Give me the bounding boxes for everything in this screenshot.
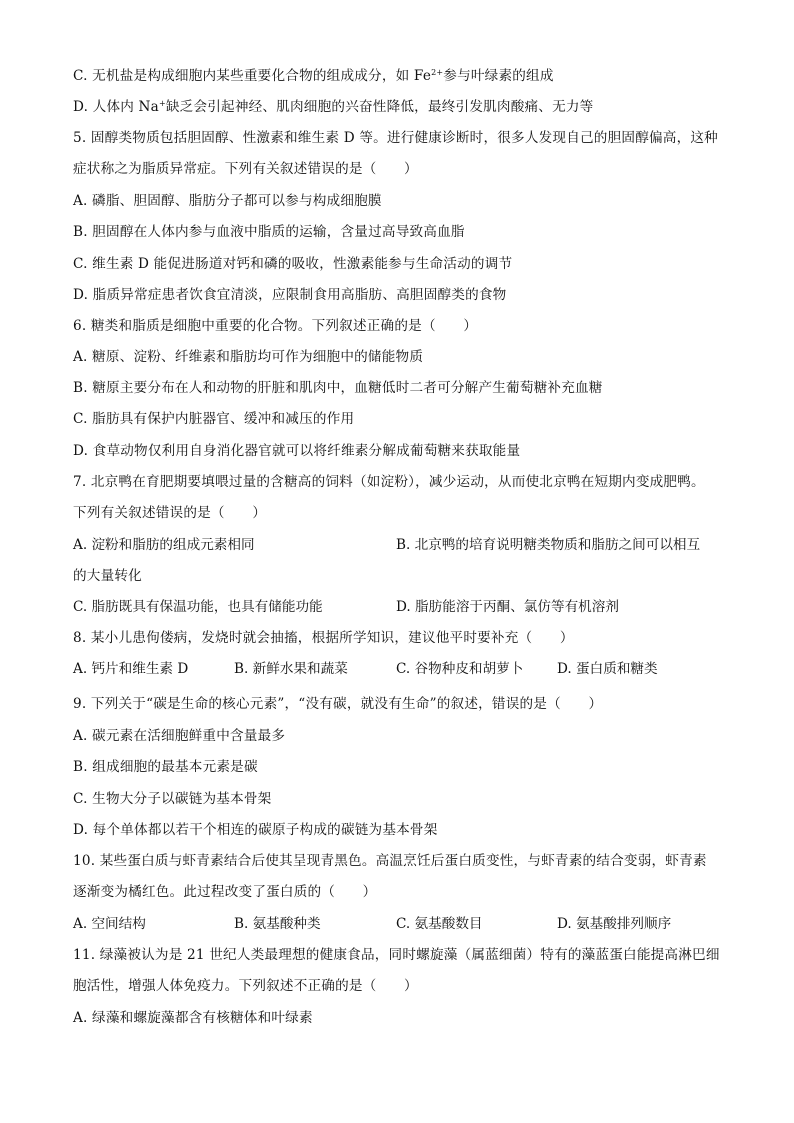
question-7-stem-cont: 下列有关叙述错误的是（ ） bbox=[73, 505, 267, 521]
text: C. 无机盐是构成细胞内某些重要化合物的组成成分，如 Fe bbox=[73, 68, 432, 84]
question-8-option-c: C. 谷物种皮和胡萝卜 bbox=[396, 661, 524, 677]
question-5-option-d: D. 脂质异常症患者饮食宜清淡，应限制食用高脂肪、高胆固醇类的食物 bbox=[73, 287, 507, 303]
superscript: 2+ bbox=[431, 68, 444, 77]
question-8-option-a: A. 钙片和维生素 D bbox=[73, 661, 189, 677]
question-8-option-d: D. 蛋白质和糖类 bbox=[557, 661, 658, 677]
question-5-stem: 5. 固醇类物质包括胆固醇、性激素和维生素 D 等。进行健康诊断时，很多人发现自己的胆固醇偏高，这种 bbox=[73, 130, 718, 146]
question-10-option-d: D. 氨基酸排列顺序 bbox=[557, 916, 672, 932]
question-6-option-b: B. 糖原主要分布在人和动物的肝脏和肌肉中，血糖低时二者可分解产生葡萄糖补充血糖 bbox=[73, 380, 603, 396]
question-5-option-b: B. 胆固醇在人体内参与血液中脂质的运输，含量过高导致高血脂 bbox=[73, 224, 465, 240]
question-9-stem: 9. 下列关于“碳是生命的核心元素”，“没有碳，就没有生命”的叙述，错误的是（ ） bbox=[73, 696, 603, 712]
question-8-stem: 8. 某小儿患佝偻病，发烧时就会抽搐，根据所学知识，建议他平时要补充（ ） bbox=[73, 630, 574, 646]
question-9-option-d: D. 每个单体都以若干个相连的碳原子构成的碳链为基本骨架 bbox=[73, 822, 438, 838]
question-10-option-b: B. 氨基酸种类 bbox=[234, 916, 321, 932]
question-11-stem: 11. 绿藻被认为是 21 世纪人类最理想的健康食品，同时螺旋藻（属蓝细菌）特有的藻蓝蛋白能提高淋巴细 bbox=[73, 947, 720, 963]
text: D. 人体内 Na bbox=[73, 99, 159, 115]
question-5-option-c: C. 维生素 D 能促进肠道对钙和磷的吸收，性激素能参与生命活动的调节 bbox=[73, 256, 513, 272]
question-10-stem: 10. 某些蛋白质与虾青素结合后使其呈现青黑色。高温烹饪后蛋白质变性，与虾青素的结合变弱，虾青素 bbox=[73, 853, 707, 869]
question-5-stem-cont: 症状称之为脂质异常症。下列有关叙述错误的是（ ） bbox=[73, 161, 418, 177]
question-11-stem-cont: 胞活性，增强人体免疫力。下列叙述不正确的是（ ） bbox=[73, 978, 418, 994]
question-10-option-a: A. 空间结构 bbox=[73, 916, 146, 932]
question-6-option-d: D. 食草动物仅利用自身消化器官就可以将纤维素分解成葡萄糖来获取能量 bbox=[73, 443, 521, 459]
text: 参与叶绿素的组成 bbox=[443, 68, 554, 84]
text: 缺乏会引起神经、肌肉细胞的兴奋性降低，最终引发肌肉酸痛、无力等 bbox=[165, 99, 594, 115]
superscript: + bbox=[158, 99, 166, 108]
option-c-inorganic-salt bbox=[73, 66, 554, 86]
question-7-option-c: C. 脂肪既具有保温功能，也具有储能功能 bbox=[73, 599, 323, 615]
question-7-option-a: A. 淀粉和脂肪的组成元素相同 bbox=[73, 537, 255, 553]
question-9-option-c: C. 生物大分子以碳链为基本骨架 bbox=[73, 791, 272, 807]
question-6-stem: 6. 糖类和脂质是细胞中重要的化合物。下列叙述正确的是（ ） bbox=[73, 318, 478, 334]
question-11-option-a: A. 绿藻和螺旋藻都含有核糖体和叶绿素 bbox=[73, 1010, 313, 1026]
question-7-option-b-cont: 的大量转化 bbox=[73, 568, 142, 584]
question-9-option-a: A. 碳元素在活细胞鲜重中含量最多 bbox=[73, 728, 286, 744]
question-10-option-c: C. 氨基酸数目 bbox=[396, 916, 483, 932]
question-9-option-b: B. 组成细胞的最基本元素是碳 bbox=[73, 759, 258, 775]
question-8-option-b: B. 新鲜水果和蔬菜 bbox=[234, 661, 348, 677]
option-d-sodium bbox=[73, 97, 593, 117]
question-10-stem-cont: 逐渐变为橘红色。此过程改变了蛋白质的（ ） bbox=[73, 884, 377, 900]
question-5-option-a: A. 磷脂、胆固醇、脂肪分子都可以参与构成细胞膜 bbox=[73, 193, 382, 209]
question-6-option-c: C. 脂肪具有保护内脏器官、缓冲和减压的作用 bbox=[73, 411, 355, 427]
question-7-stem: 7. 北京鸭在育肥期要填喂过量的含糖高的饲料（如淀粉），减少运动，从而使北京鸭在短期内变成肥鸭。 bbox=[73, 474, 705, 490]
question-6-option-a: A. 糖原、淀粉、纤维素和脂肪均可作为细胞中的储能物质 bbox=[73, 349, 424, 365]
question-7-option-d: D. 脂肪能溶于丙酮、氯仿等有机溶剂 bbox=[396, 599, 619, 615]
question-7-option-b: B. 北京鸭的培育说明糖类物质和脂肪之间可以相互 bbox=[396, 537, 701, 553]
